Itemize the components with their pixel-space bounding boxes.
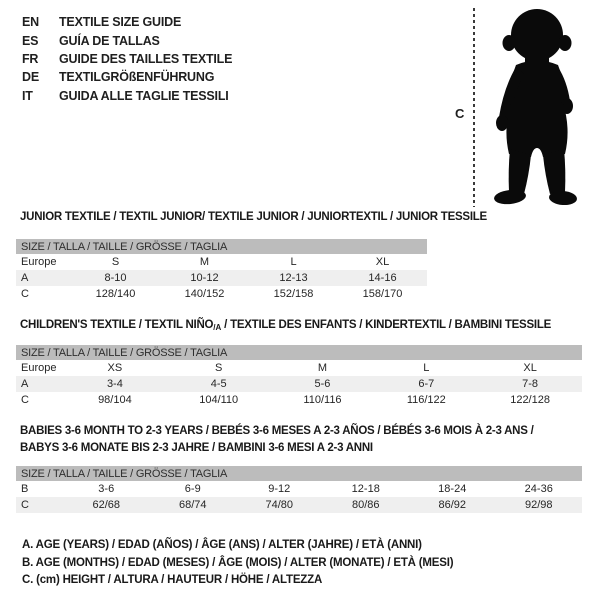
table-row (16, 497, 582, 513)
language-code: DE (22, 70, 39, 85)
size-cell: 62/68 (63, 497, 150, 513)
table-row (16, 270, 427, 286)
size-cell: 80/86 (323, 497, 410, 513)
size-cell: 122/128 (510, 394, 550, 406)
size-header-row (16, 466, 582, 481)
size-cell: XL (375, 256, 390, 268)
size-cell: 9-12 (268, 483, 291, 495)
height-measure-dashed-line (473, 8, 475, 207)
table-row (16, 392, 582, 408)
children-title-text: CHILDREN'S TEXTILE / TEXTIL NIÑO (20, 319, 214, 331)
footnote-a: A. AGE (YEARS) / EDAD (AÑOS) / ÂGE (ANS) / ALTER (JAHRE) / ETÀ (ANNI) (22, 539, 422, 551)
table-row (16, 360, 582, 376)
size-cell: XL (523, 362, 537, 374)
size-cell: 14-16 (338, 270, 427, 286)
children-title-subscript: /A (213, 323, 222, 332)
row-label: A (16, 270, 71, 286)
language-label: TEXTILGRÖßENFÜHRUNG (59, 70, 215, 85)
size-cell: 24-36 (524, 483, 553, 495)
size-cell: L (290, 256, 297, 268)
language-label: GUÍA DE TALLAS (59, 33, 160, 48)
children-section-title (20, 319, 551, 332)
footnote-b: B. AGE (MONTHS) / EDAD (MESES) / ÂGE (MOIS) / ALTER (MONATE) / ETÀ (MESI) (22, 556, 454, 569)
junior-section-title: JUNIOR TEXTILE / TEXTIL JUNIOR/ TEXTILE JUNIOR / JUNIORTEXTIL / JUNIOR TESSILE (20, 211, 487, 223)
size-cell: 7-8 (478, 376, 582, 392)
babies-section-title (20, 423, 534, 456)
size-cell: 3-4 (63, 376, 167, 392)
size-header-bar: SIZE / TALLA / TAILLE / GRÖSSE / TAGLIA (16, 239, 427, 254)
size-cell: 128/140 (95, 288, 136, 300)
size-cell: 8-10 (71, 270, 160, 286)
table-row (16, 481, 582, 497)
children-size-table (16, 345, 582, 408)
row-label: C (21, 288, 29, 300)
size-cell: 18-24 (438, 483, 467, 495)
language-code: IT (22, 88, 33, 103)
language-label: GUIDA ALLE TAGLIE TESSILI (59, 88, 229, 103)
children-title-text: / TEXTILE DES ENFANTS / KINDERTEXTIL / BAMBINI TESSILE (221, 319, 552, 331)
size-header-row (16, 239, 427, 254)
language-label: GUIDE DES TAILLES TEXTILE (59, 51, 233, 66)
size-cell: 152/158 (273, 288, 314, 300)
row-label: C (21, 394, 29, 406)
size-cell: 98/104 (98, 394, 132, 406)
toddler-silhouette-image (483, 7, 595, 207)
table-row (16, 376, 582, 392)
size-cell: 3-6 (98, 483, 115, 495)
language-code: FR (22, 51, 39, 66)
language-label: TEXTILE SIZE GUIDE (59, 15, 182, 30)
size-cell: 104/110 (199, 394, 239, 406)
size-cell: M (317, 362, 328, 374)
size-cell: 4-5 (167, 376, 271, 392)
size-header-row (16, 345, 582, 360)
language-title-list (22, 13, 232, 105)
size-cell: 140/152 (184, 288, 225, 300)
babies-title-line1: BABIES 3-6 MONTH TO 2-3 YEARS / BEBÉS 3-6 MESES A 2-3 AÑOS / BÉBÉS 3-6 MOIS À 2-3 ANS / (20, 425, 534, 437)
height-measure-label: C (455, 106, 465, 121)
footnote-c: C. (cm) HEIGHT / ALTURA / HAUTEUR / HÖHE / ALTEZZA (22, 574, 323, 587)
language-row-fr (22, 50, 232, 68)
row-label: C (16, 497, 63, 513)
junior-size-table (16, 239, 427, 302)
row-label: A (16, 376, 63, 392)
size-cell: 12-13 (249, 270, 338, 286)
babies-size-table (16, 466, 582, 513)
language-row-es (22, 31, 232, 49)
size-cell: 92/98 (496, 497, 583, 513)
size-cell: 10-12 (160, 270, 249, 286)
size-header-bar: SIZE / TALLA / TAILLE / GRÖSSE / TAGLIA (16, 345, 582, 360)
size-cell: S (215, 362, 223, 374)
babies-title-line2: BABYS 3-6 MONATE BIS 2-3 JAHRE / BAMBINI 3-6 MESI A 2-3 ANNI (20, 441, 373, 454)
table-row (16, 254, 427, 270)
language-row-en (22, 13, 232, 31)
size-cell: 12-18 (351, 483, 380, 495)
language-code: ES (22, 33, 39, 48)
size-cell: 86/92 (409, 497, 496, 513)
size-cell: 110/116 (303, 394, 342, 406)
footnotes (22, 537, 453, 590)
silhouette-shape (493, 9, 577, 206)
row-label: B (21, 483, 29, 495)
size-cell: 116/122 (406, 394, 446, 406)
language-code: EN (22, 15, 39, 30)
size-cell: 6-7 (374, 376, 478, 392)
row-label: Europe (21, 256, 57, 268)
size-cell: L (423, 362, 430, 374)
size-cell: XS (107, 362, 123, 374)
size-cell: 6-9 (184, 483, 201, 495)
size-cell: S (111, 256, 120, 268)
size-header-bar: SIZE / TALLA / TAILLE / GRÖSSE / TAGLIA (16, 466, 582, 481)
size-cell: M (199, 256, 210, 268)
language-row-it (22, 87, 232, 105)
row-label: Europe (21, 362, 57, 374)
table-row (16, 286, 427, 302)
language-row-de (22, 68, 232, 86)
size-cell: 74/80 (236, 497, 323, 513)
size-cell: 5-6 (271, 376, 375, 392)
size-cell: 68/74 (150, 497, 237, 513)
size-cell: 158/170 (362, 288, 403, 300)
